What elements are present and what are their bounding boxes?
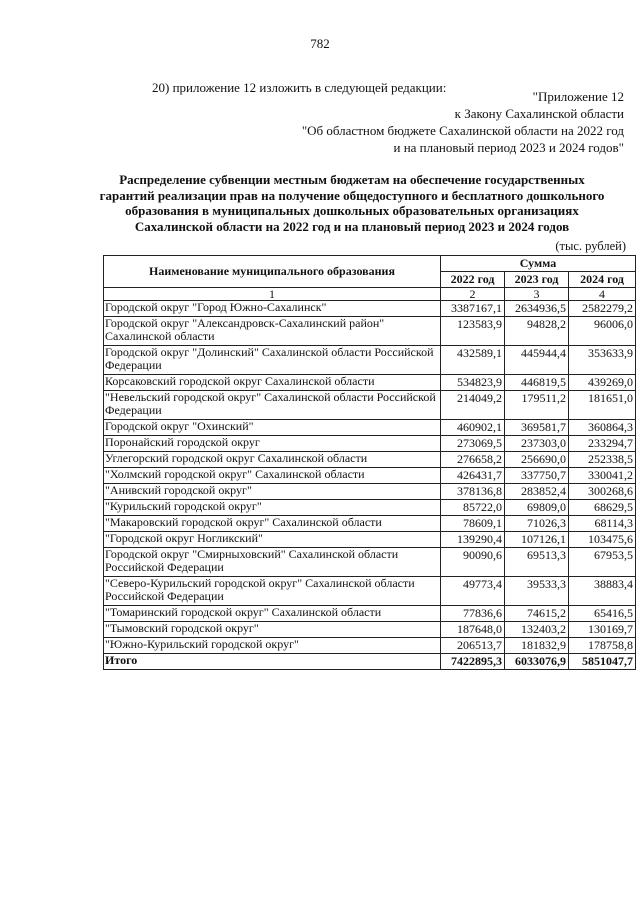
value-2022: 49773,4 [441,577,505,606]
document-title: Распределение субвенции местным бюджетам на обеспечение государственных гарантий реализации прав на получение общедоступного и бесплатного дошкольного образования в муниципальных дошкольных образовательных организациях Сахалинской области на 2022 год и на плановый период 2023 и 2024 годов [99,172,605,234]
value-2023: 69809,0 [505,500,569,516]
value-2024: 38883,4 [569,577,636,606]
table-row [104,548,636,577]
value-2022: 214049,2 [441,391,505,420]
appendix-line-4: и на плановый период 2023 и 2024 годов" [393,140,624,155]
table-row [104,436,636,452]
subvention-table [103,255,636,670]
value-2023: 369581,7 [505,420,569,436]
value-2024: 67953,5 [569,548,636,577]
header-year-2022: 2022 год [441,272,505,288]
value-2024: 5851047,7 [569,654,636,670]
index-cell: 4 [569,288,636,301]
header-year-2023: 2023 год [505,272,569,288]
value-2023: 179511,2 [505,391,569,420]
value-2023: 256690,0 [505,452,569,468]
municipality-name: "Южно-Курильский городской округ" [104,638,441,654]
value-2023: 2634936,5 [505,301,569,317]
value-2023: 283852,4 [505,484,569,500]
municipality-name: "Северо-Курильский городской округ" Сахалинской области Российской Федерации [104,577,441,606]
table-row [104,532,636,548]
index-cell: 1 [104,288,441,301]
value-2023: 132403,2 [505,622,569,638]
units-label: (тыс. рублей) [555,239,626,253]
municipality-name: Городской округ "Александровск-Сахалинский район" Сахалинской области [104,317,441,346]
value-2023: 337750,7 [505,468,569,484]
value-2022: 426431,7 [441,468,505,484]
table-row [104,301,636,317]
municipality-name: Городской округ "Город Южно-Сахалинск" [104,301,441,317]
table-row [104,452,636,468]
value-2022: 78609,1 [441,516,505,532]
value-2023: 445944,4 [505,346,569,375]
value-2022: 85722,0 [441,500,505,516]
appendix-line-1: "Приложение 12 [532,89,624,104]
municipality-name: Городской округ "Долинский" Сахалинской области Российской Федерации [104,346,441,375]
municipality-name: "Городской округ Ногликский" [104,532,441,548]
value-2023: 71026,3 [505,516,569,532]
header-year-2024: 2024 год [569,272,636,288]
header-name: Наименование муниципального образования [104,256,441,288]
table-row [104,484,636,500]
municipality-name: "Анивский городской округ" [104,484,441,500]
value-2024: 353633,9 [569,346,636,375]
intro-text: 20) приложение 12 изложить в следующей редакции: [152,80,447,95]
table-row [104,577,636,606]
table-row [104,500,636,516]
table-row [104,516,636,532]
value-2023: 6033076,9 [505,654,569,670]
value-2024: 300268,6 [569,484,636,500]
value-2023: 39533,3 [505,577,569,606]
value-2024: 68629,5 [569,500,636,516]
value-2024: 360864,3 [569,420,636,436]
index-cell: 3 [505,288,569,301]
value-2023: 94828,2 [505,317,569,346]
table-row [104,317,636,346]
value-2024: 130169,7 [569,622,636,638]
value-2023: 107126,1 [505,532,569,548]
value-2024: 330041,2 [569,468,636,484]
total-row [104,654,636,670]
value-2022: 187648,0 [441,622,505,638]
index-cell: 2 [441,288,505,301]
value-2022: 7422895,3 [441,654,505,670]
value-2024: 178758,8 [569,638,636,654]
value-2022: 273069,5 [441,436,505,452]
value-2022: 90090,6 [441,548,505,577]
appendix-line-3: "Об областном бюджете Сахалинской области на 2022 год [301,123,624,138]
municipality-name: Городской округ "Смирныховский" Сахалинской области Российской Федерации [104,548,441,577]
value-2024: 103475,6 [569,532,636,548]
appendix-reference [302,88,624,156]
value-2023: 446819,5 [505,375,569,391]
municipality-name: "Томаринский городской округ" Сахалинской области [104,606,441,622]
value-2022: 77836,6 [441,606,505,622]
value-2024: 233294,7 [569,436,636,452]
value-2022: 123583,9 [441,317,505,346]
value-2024: 65416,5 [569,606,636,622]
municipality-name: Корсаковский городской округ Сахалинской области [104,375,441,391]
municipality-name: "Макаровский городской округ" Сахалинской области [104,516,441,532]
page-number: 782 [310,36,330,51]
value-2024: 252338,5 [569,452,636,468]
table-row [104,638,636,654]
municipality-name: "Холмский городской округ" Сахалинской области [104,468,441,484]
value-2023: 181832,9 [505,638,569,654]
table-row [104,622,636,638]
value-2024: 96006,0 [569,317,636,346]
table-row [104,606,636,622]
value-2022: 276658,2 [441,452,505,468]
value-2022: 378136,8 [441,484,505,500]
municipality-name: Углегорский городской округ Сахалинской области [104,452,441,468]
header-sum: Сумма [441,256,636,272]
value-2023: 69513,3 [505,548,569,577]
value-2022: 206513,7 [441,638,505,654]
municipality-name: "Курильский городской округ" [104,500,441,516]
value-2023: 74615,2 [505,606,569,622]
table-row [104,420,636,436]
value-2024: 68114,3 [569,516,636,532]
value-2022: 534823,9 [441,375,505,391]
table-row [104,391,636,420]
table-row [104,375,636,391]
table-row [104,468,636,484]
municipality-name: "Тымовский городской округ" [104,622,441,638]
value-2024: 2582279,2 [569,301,636,317]
value-2023: 237303,0 [505,436,569,452]
municipality-name: Итого [104,654,441,670]
value-2022: 3387167,1 [441,301,505,317]
value-2022: 460902,1 [441,420,505,436]
table-row [104,346,636,375]
municipality-name: Городской округ "Охинский" [104,420,441,436]
value-2024: 181651,0 [569,391,636,420]
appendix-line-2: к Закону Сахалинской области [454,106,624,121]
value-2024: 439269,0 [569,375,636,391]
value-2022: 139290,4 [441,532,505,548]
municipality-name: Поронайский городской округ [104,436,441,452]
municipality-name: "Невельский городской округ" Сахалинской области Российской Федерации [104,391,441,420]
value-2022: 432589,1 [441,346,505,375]
